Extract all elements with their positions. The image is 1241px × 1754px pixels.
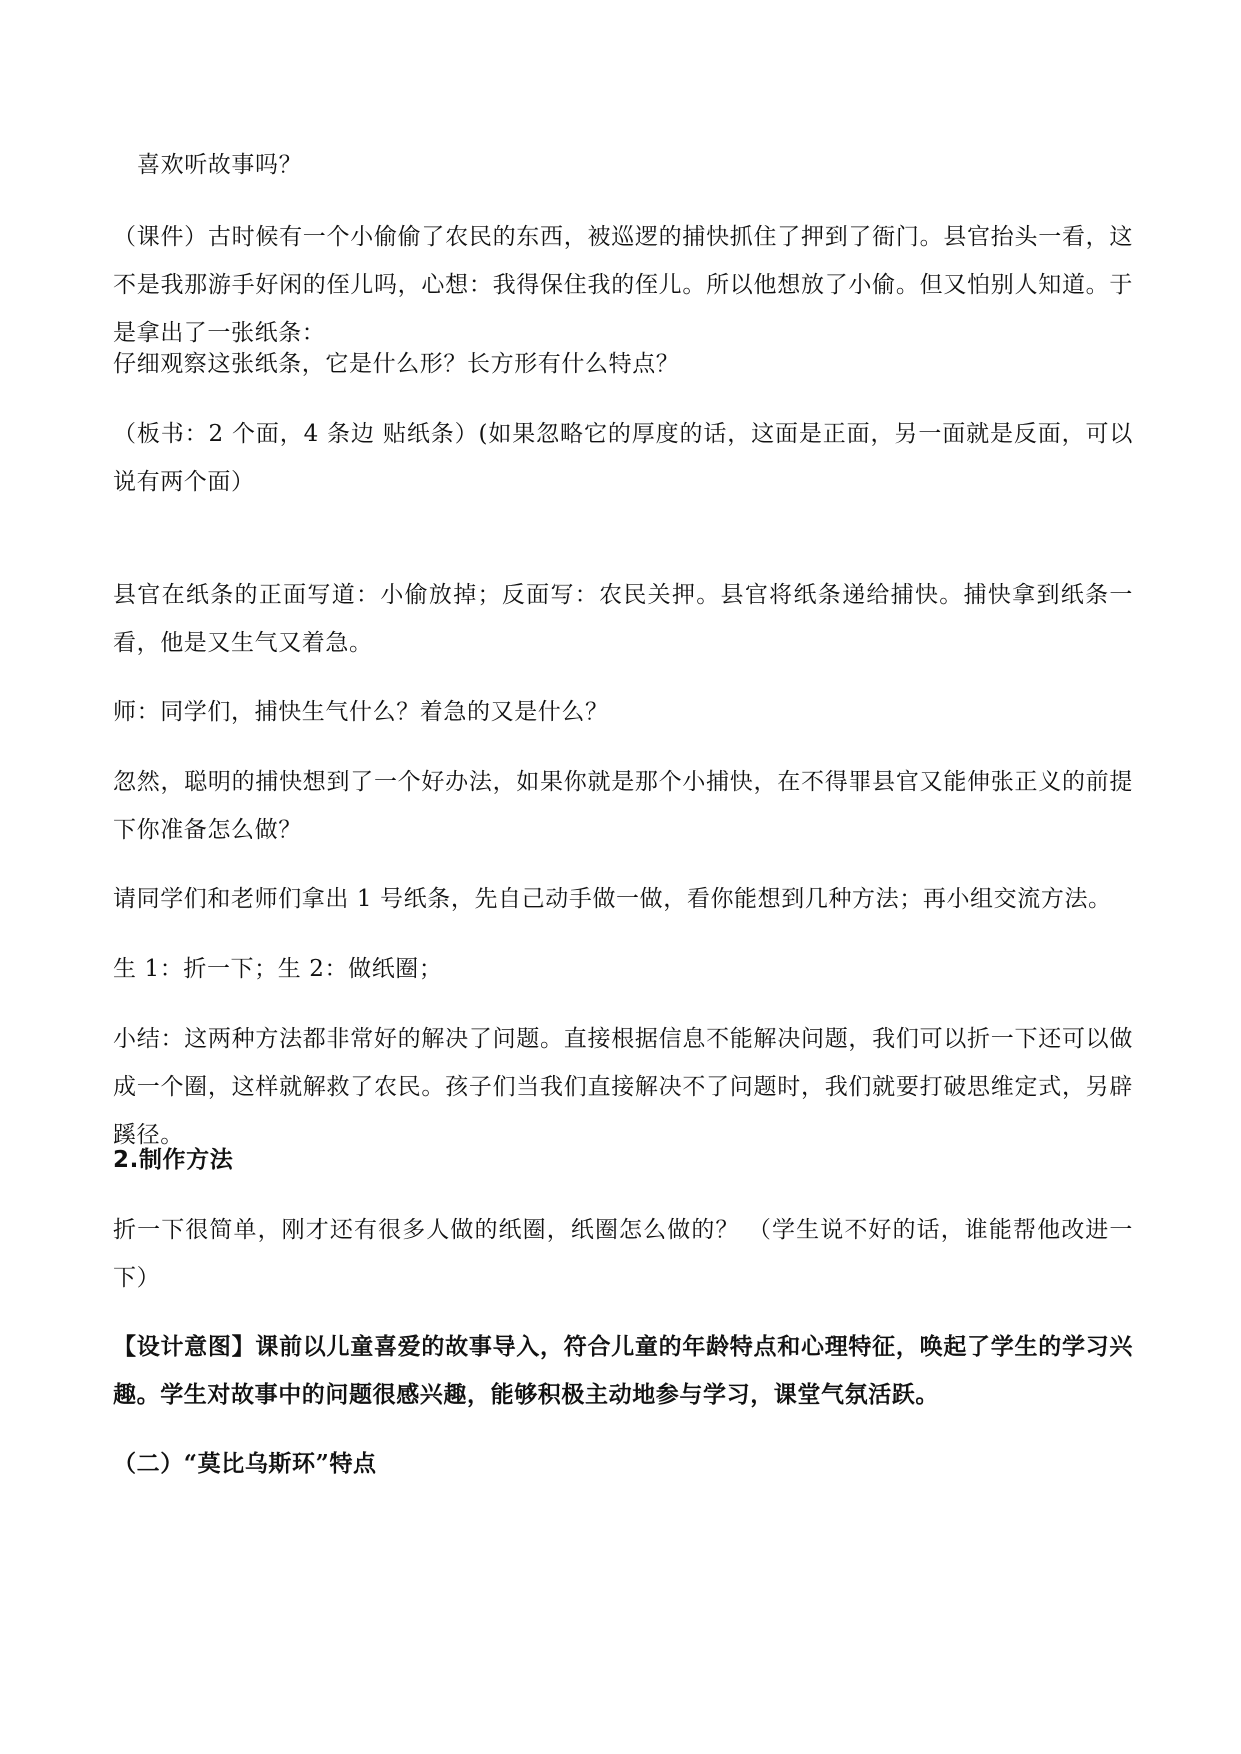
paragraph-student-answers: 生 1：折一下；生 2：做纸圈；	[113, 956, 443, 982]
paragraph-paper-ring: 折一下很简单，刚才还有很多人做的纸圈，纸圈怎么做的？ （学生说不好的话，谁能帮他改进一下）	[113, 1217, 1133, 1291]
paragraph-teacher-question: 师：同学们，捕快生气什么？着急的又是什么？	[113, 699, 609, 725]
paragraph-observe-note: 仔细观察这张纸条，它是什么形？长方形有什么特点？	[113, 351, 680, 377]
paragraph-blackboard-note: （板书：2 个面，4 条边 贴纸条）(如果忽略它的厚度的话，这面是正面，另一面就是反面，可以说有两个面）	[113, 421, 1133, 495]
paragraph-take-paper-strip: 请同学们和老师们拿出 1 号纸条，先自己动手做一做，看你能想到几种方法；再小组交流方法。	[113, 886, 1112, 912]
paragraph-design-intent: 【设计意图】课前以儿童喜爱的故事导入，符合儿童的年龄特点和心理特征，唤起了学生的学习兴趣。学生对故事中的问题很感兴趣，能够积极主动地参与学习，课堂气氛活跃。	[113, 1333, 1133, 1408]
section-heading-mobius-features: （二）“莫比乌斯环”特点	[113, 1450, 377, 1477]
paragraph-story-courseware: （课件）古时候有一个小偷偷了农民的东西，被巡逻的捕快抓住了押到了衙门。县官抬头一看，这不是我那游手好闲的侄儿吗，心想：我得保住我的侄儿。所以他想放了小偷。但又怕别人知道。于是拿出了一张纸条：	[113, 224, 1133, 346]
paragraph-summary: 小结：这两种方法都非常好的解决了问题。直接根据信息不能解决问题，我们可以折一下还可以做成一个圈，这样就解救了农民。孩子们当我们直接解决不了问题时，我们就要打破思维定式，另辟蹊径。	[113, 1026, 1133, 1148]
section-heading-method: 2.制作方法	[113, 1147, 234, 1173]
paragraph-constable-idea: 忽然，聪明的捕快想到了一个好办法，如果你就是那个小捕快，在不得罪县官又能伸张正义的前提下你准备怎么做？	[113, 769, 1133, 843]
paragraph-intro-question: 喜欢听故事吗？	[137, 152, 303, 178]
paragraph-magistrate-writes: 县官在纸条的正面写道：小偷放掉；反面写：农民关押。县官将纸条递给捕快。捕快拿到纸条一看，他是又生气又着急。	[113, 582, 1133, 656]
